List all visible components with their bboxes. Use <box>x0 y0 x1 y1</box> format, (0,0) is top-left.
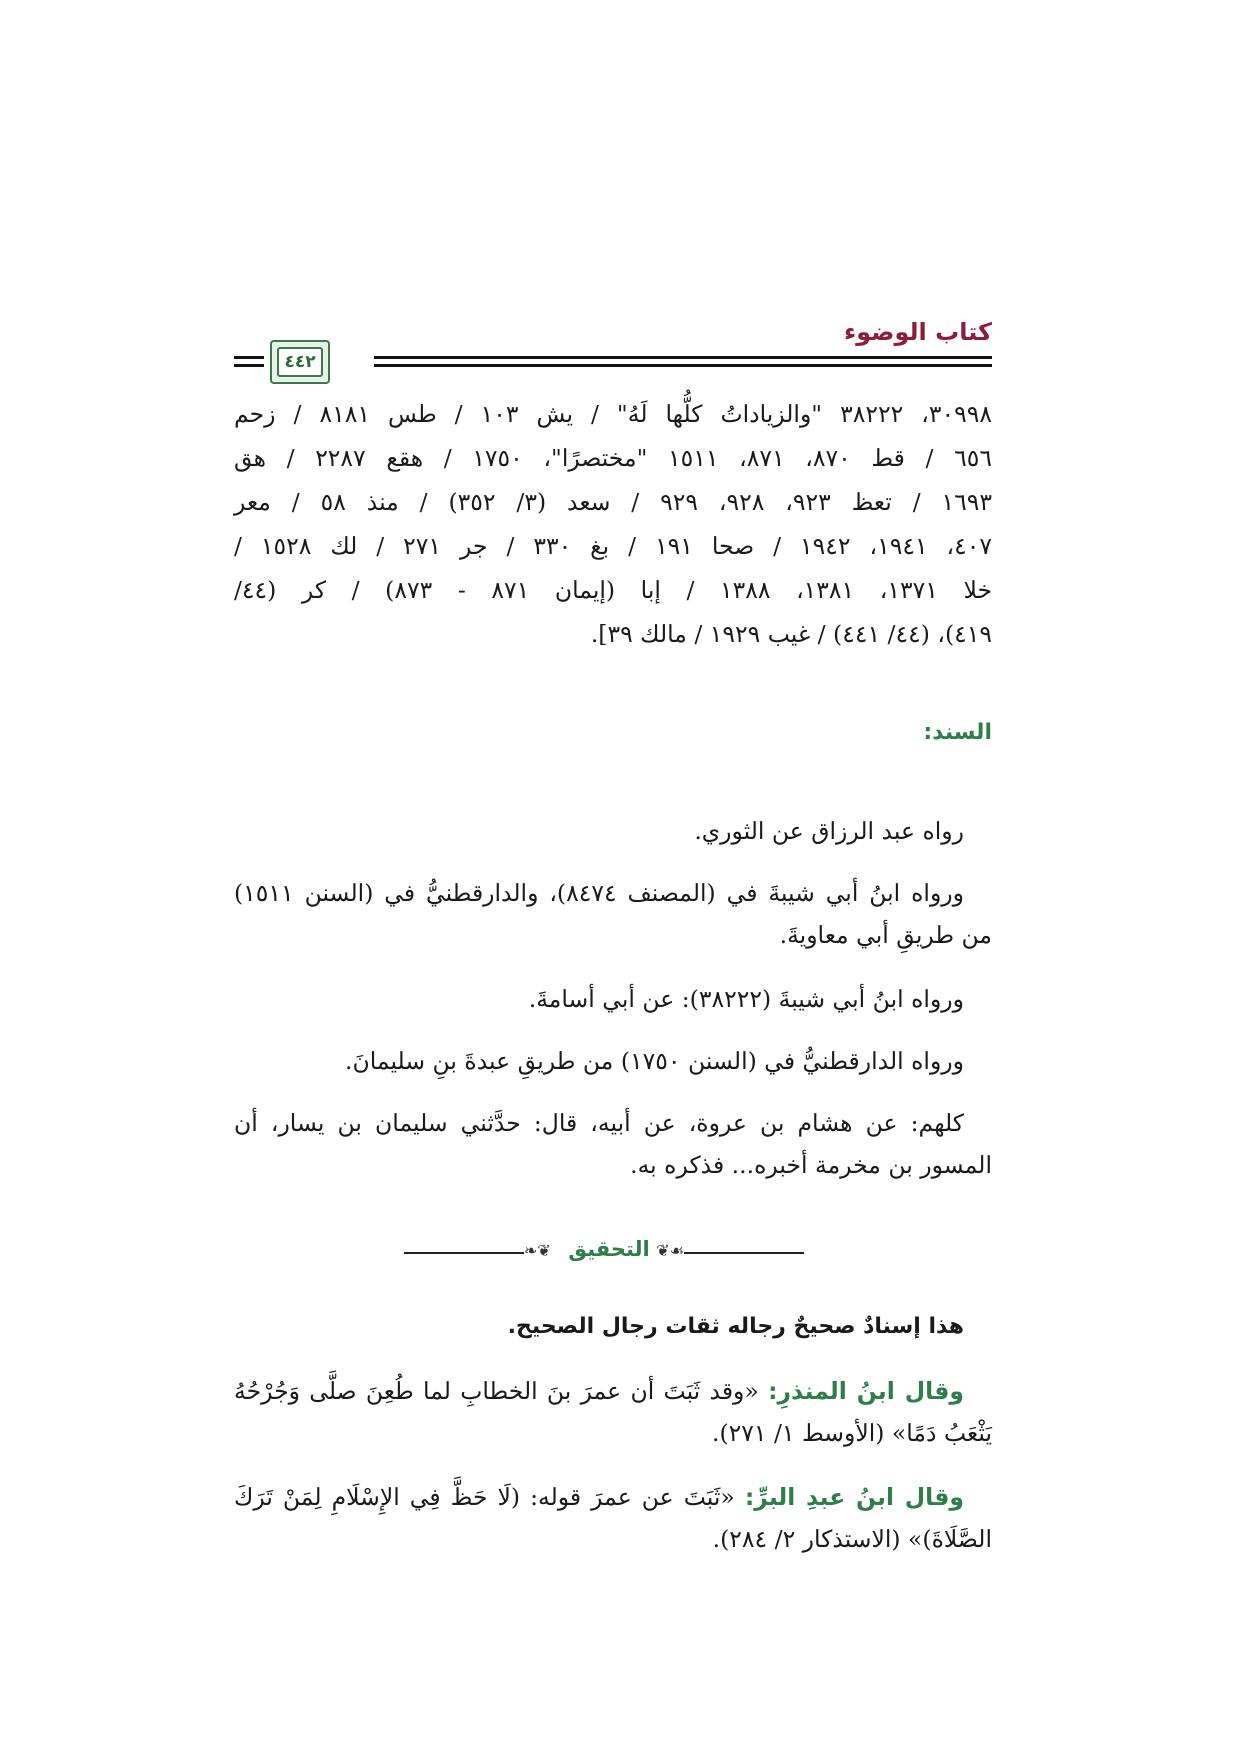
header-rule <box>234 364 264 367</box>
references-block <box>234 392 992 656</box>
verdict-line: هذا إسنادٌ صحيحٌ رجاله ثقات رجال الصحيح. <box>507 1314 964 1339</box>
book-title: كتاب الوضوء <box>843 318 992 346</box>
page-number: ٤٤٢ <box>277 347 323 377</box>
reference-line: ٤٠٧، ١٩٤١، ١٩٤٢ / صحا ١٩١ / بغ ٣٣٠ / جر ٢٧١ / لك ١٥٢٨ / <box>234 532 992 560</box>
header-rule <box>374 364 992 367</box>
divider-line <box>404 1252 524 1254</box>
reference-line: ٣٠٩٩٨، ٣٨٢٢٢ "والزياداتُ كلُّها لَهُ" / يش ١٠٣ / طس ٨١٨١ / زحم <box>234 400 992 428</box>
reference-line: ٤١٩)، (٤٤/ ٤٤١) / غيب ١٩٢٩ / مالك ٣٩]. <box>590 620 992 648</box>
section-heading-tahqiq: التحقيق <box>568 1237 650 1261</box>
reference-line: ٦٥٦ / قط ٨٧٠، ٨٧١، ١٥١١ "مختصرًا"، ١٧٥٠ / هقع ٢٢٨٧ / هق <box>234 444 992 472</box>
ornament-icon: ☙❦ <box>656 1241 684 1260</box>
page-number-badge <box>270 340 330 384</box>
header-rule <box>234 356 264 359</box>
header-rule <box>374 356 992 359</box>
quote-paragraph <box>234 1476 992 1560</box>
quote-text: «وقد ثَبَتَ أن عمرَ بنَ الخطابِ لما طُعِنَ صلَّى وَجُرْحُهُ يَثْعَبُ دَمًا» (الأوسط ١/ ٢٧١). <box>234 1376 992 1447</box>
sanad-paragraph: ورواه ابنُ أبي شيبةَ في (المصنف ٨٤٧٤)، والدارقطنيُّ في (السنن ١٥١١) من طريقِ أبي معاويةَ. <box>234 878 992 949</box>
sanad-paragraph: ورواه ابنُ أبي شيبةَ (٣٨٢٢٢): عن أبي أسامةَ. <box>528 984 964 1013</box>
tahqiq-divider <box>404 1237 804 1267</box>
sanad-paragraph: ورواه الدارقطنيُّ في (السنن ١٧٥٠) من طريقِ عبدةَ بنِ سليمانَ. <box>344 1046 964 1075</box>
quote-speaker: وقال ابنُ المنذرِ: <box>768 1376 964 1405</box>
section-heading-sanad: السند: <box>923 720 992 745</box>
page-header <box>234 312 992 388</box>
divider-line <box>684 1252 804 1254</box>
reference-line: خلا ١٣٧١، ١٣٨١، ١٣٨٨ / إبا (إيمان ٨٧١ - ٨٧٣) / كر (٤٤/ <box>234 576 992 604</box>
quote-speaker: وقال ابنُ عبدِ البرِّ: <box>744 1482 964 1511</box>
quote-text: «ثَبَتَ عن عمرَ قوله: (لَا حَظَّ فِي الإِسْلَامِ لِمَنْ تَرَكَ الصَّلَاةَ)» (الاستذكار ٢/ ٢٨٤). <box>234 1482 992 1553</box>
reference-line: ١٦٩٣ / تعظ ٩٢٣، ٩٢٨، ٩٢٩ / سعد (٣/ ٣٥٢) / منذ ٥٨ / معر <box>234 488 993 516</box>
quote-paragraph <box>234 1370 992 1454</box>
ornament-icon: ❦❧ <box>524 1241 551 1260</box>
sanad-paragraph: رواه عبد الرزاق عن الثوري. <box>694 816 964 845</box>
sanad-paragraph: كلهم: عن هشام بن عروة، عن أبيه، قال: حدَّثني سليمان بن يسار، أن المسور بن مخرمة أخبره... فذكره به. <box>234 1108 992 1179</box>
